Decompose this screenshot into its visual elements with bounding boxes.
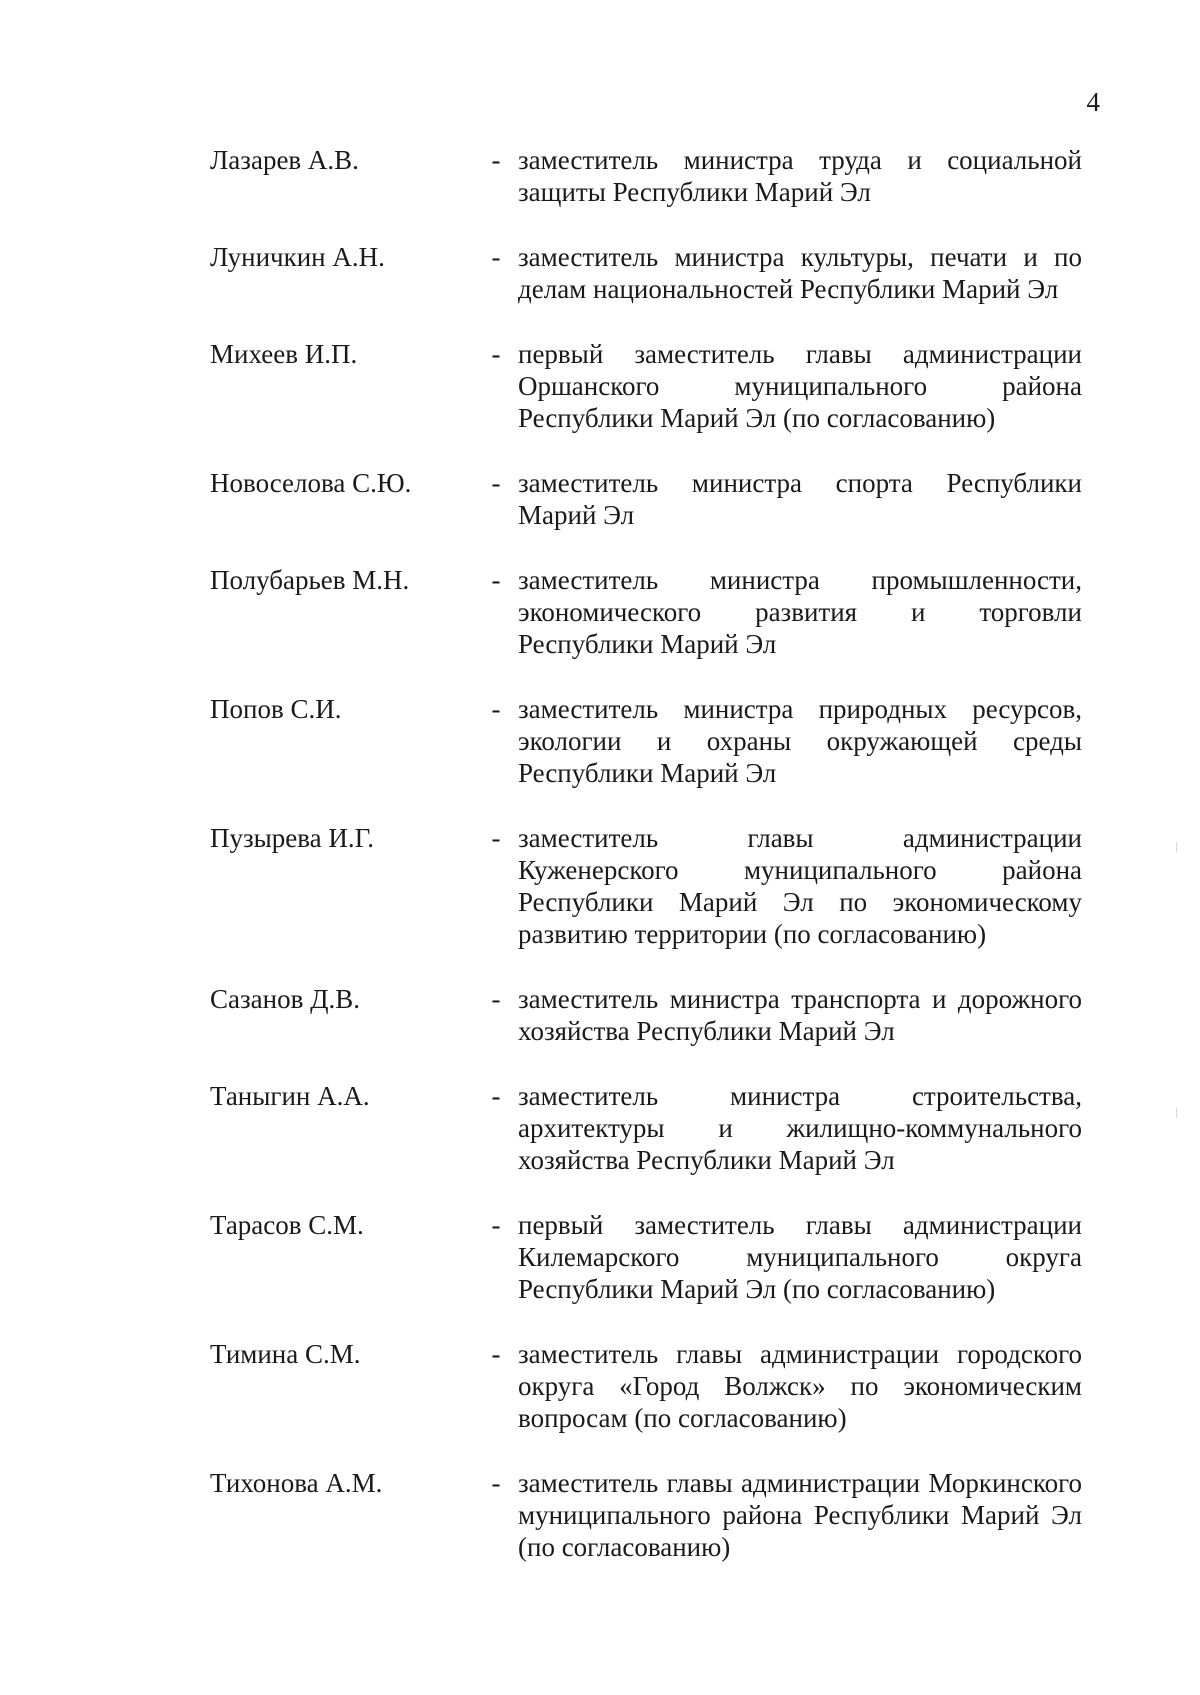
dash-separator: - [491, 145, 501, 175]
dash-separator: - [491, 339, 501, 369]
member-position: первый заместитель главы администрации Оршанского муниципального района Республики Марий Эл (по согласованию) [518, 339, 1082, 433]
list-item [210, 822, 1090, 950]
member-position: заместитель главы администрации Моркинского муниципального района Республики Марий Эл (по согласованию) [518, 1468, 1082, 1562]
member-position: заместитель министра промышленности, экономического развития и торговли Республики Марий Эл [518, 565, 1082, 659]
dash-separator: - [491, 1081, 501, 1111]
member-name: Сазанов Д.В. [210, 984, 361, 1014]
dash-separator: - [491, 1210, 501, 1240]
member-position: заместитель министра спорта Республики Марий Эл [518, 468, 1082, 530]
dash-separator: - [491, 984, 501, 1014]
member-name: Тимина С.М. [210, 1339, 361, 1369]
dash-separator: - [491, 1339, 501, 1369]
member-name: Попов С.И. [210, 694, 342, 724]
dash-separator: - [491, 242, 501, 272]
list-item [210, 1080, 1090, 1176]
list-item [210, 693, 1090, 789]
member-list [210, 144, 1090, 1596]
member-name: Луничкин А.Н. [210, 242, 385, 272]
list-item [210, 1467, 1090, 1563]
member-position: заместитель министра строительства, архитектуры и жилищно-коммунального хозяйства Республики Марий Эл [518, 1081, 1082, 1175]
dash-separator: - [491, 823, 501, 853]
list-item [210, 241, 1090, 305]
member-position: заместитель министра культуры, печати и по делам национальностей Республики Марий Эл [518, 242, 1082, 304]
member-name: Тихонова А.М. [210, 1468, 383, 1498]
list-item [210, 338, 1090, 434]
scan-speck [1176, 842, 1177, 852]
member-position: заместитель главы администрации Куженерского муниципального района Республики Марий Эл по экономическому развитию территории (по согласованию) [518, 823, 1082, 949]
dash-separator: - [491, 1468, 501, 1498]
scan-speck [1176, 1108, 1177, 1118]
page-number: 4 [1086, 87, 1100, 117]
list-item [210, 1338, 1090, 1434]
dash-separator: - [491, 468, 501, 498]
member-position: заместитель министра природных ресурсов, экологии и охраны окружающей среды Республики Марий Эл [518, 694, 1082, 788]
dash-separator: - [491, 565, 501, 595]
dash-separator: - [491, 694, 501, 724]
list-item [210, 144, 1090, 208]
member-position: заместитель главы администрации городского округа «Город Волжск» по экономическим вопросам (по согласованию) [518, 1339, 1082, 1433]
member-name: Михеев И.П. [210, 339, 358, 369]
member-name: Тарасов С.М. [210, 1210, 364, 1240]
member-name: Лазарев А.В. [210, 145, 359, 175]
member-position: первый заместитель главы администрации Килемарского муниципального округа Республики Марий Эл (по согласованию) [518, 1210, 1082, 1304]
member-position: заместитель министра труда и социальной защиты Республики Марий Эл [518, 145, 1082, 207]
member-name: Полубарьев М.Н. [210, 565, 410, 595]
member-name: Таныгин А.А. [210, 1081, 370, 1111]
list-item [210, 564, 1090, 660]
member-name: Новоселова С.Ю. [210, 468, 412, 498]
list-item [210, 983, 1090, 1047]
member-name: Пузырева И.Г. [210, 823, 374, 853]
list-item [210, 1209, 1090, 1305]
list-item [210, 467, 1090, 531]
member-position: заместитель министра транспорта и дорожного хозяйства Республики Марий Эл [518, 984, 1082, 1046]
